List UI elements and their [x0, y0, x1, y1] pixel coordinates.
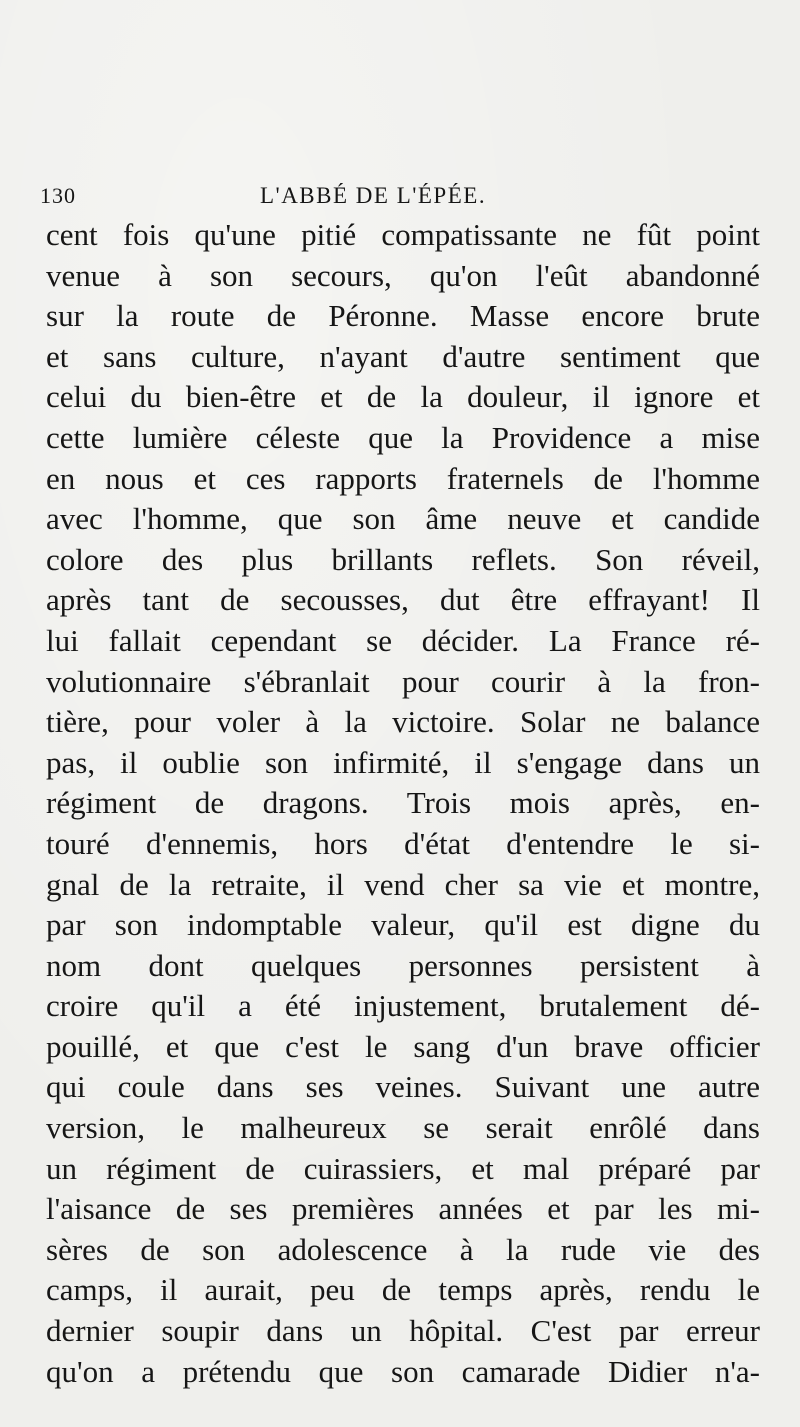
text-line: cette lumière céleste que la Providence a mise: [46, 419, 760, 455]
text-line: lui fallait cependant se décider. La France ré-: [46, 622, 760, 658]
text-line: après tant de secousses, dut être effrayant! Il: [46, 582, 760, 618]
text-line: touré d'ennemis, hors d'état d'entendre le si-: [46, 825, 760, 861]
text-line: qu'on a prétendu que son camarade Didier n'a-: [46, 1353, 760, 1389]
text-line: qui coule dans ses veines. Suivant une autre: [46, 1069, 760, 1105]
running-head: [40, 183, 740, 217]
text-line: pas, il oublie son infirmité, il s'engage dans un: [46, 744, 760, 780]
text-line: gnal de la retraite, il vend cher sa vie et montre,: [46, 866, 760, 902]
text-line: en nous et ces rapports fraternels de l'homme: [46, 460, 760, 496]
text-line: un régiment de cuirassiers, et mal préparé par: [46, 1150, 760, 1186]
text-line: tière, pour voler à la victoire. Solar ne balance: [46, 704, 760, 740]
text-line: dernier soupir dans un hôpital. C'est par erreur: [46, 1313, 760, 1349]
text-line: version, le malheureux se serait enrôlé dans: [46, 1110, 760, 1146]
text-line: cent fois qu'une pitié compatissante ne fût point: [46, 217, 760, 252]
text-line: et sans culture, n'ayant d'autre sentiment que: [46, 338, 760, 374]
text-line: volutionnaire s'ébranlait pour courir à la fron-: [46, 663, 760, 699]
text-line: celui du bien-être et de la douleur, il ignore et: [46, 379, 760, 415]
text-line: pouillé, et que c'est le sang d'un brave officier: [46, 1028, 760, 1064]
text-line: régiment de dragons. Trois mois après, en-: [46, 785, 760, 821]
running-title: L'ABBÉ DE L'ÉPÉE.: [260, 183, 487, 208]
body-text: [46, 215, 760, 1392]
page-number: 130: [40, 183, 76, 208]
text-line: colore des plus brillants reflets. Son réveil,: [46, 541, 760, 577]
text-line: camps, il aurait, peu de temps après, rendu le: [46, 1272, 760, 1308]
text-line: croire qu'il a été injustement, brutalement dé-: [46, 988, 760, 1024]
text-line: sur la route de Péronne. Masse encore brute: [46, 298, 760, 334]
text-line: par son indomptable valeur, qu'il est digne du: [46, 907, 760, 943]
text-line: venue à son secours, qu'on l'eût abandonné: [46, 257, 760, 293]
text-line: sères de son adolescence à la rude vie des: [46, 1231, 760, 1267]
text-line: nom dont quelques personnes persistent à: [46, 947, 760, 983]
text-line: l'aisance de ses premières années et par les mi-: [46, 1191, 760, 1227]
text-line: avec l'homme, que son âme neuve et candide: [46, 501, 760, 537]
